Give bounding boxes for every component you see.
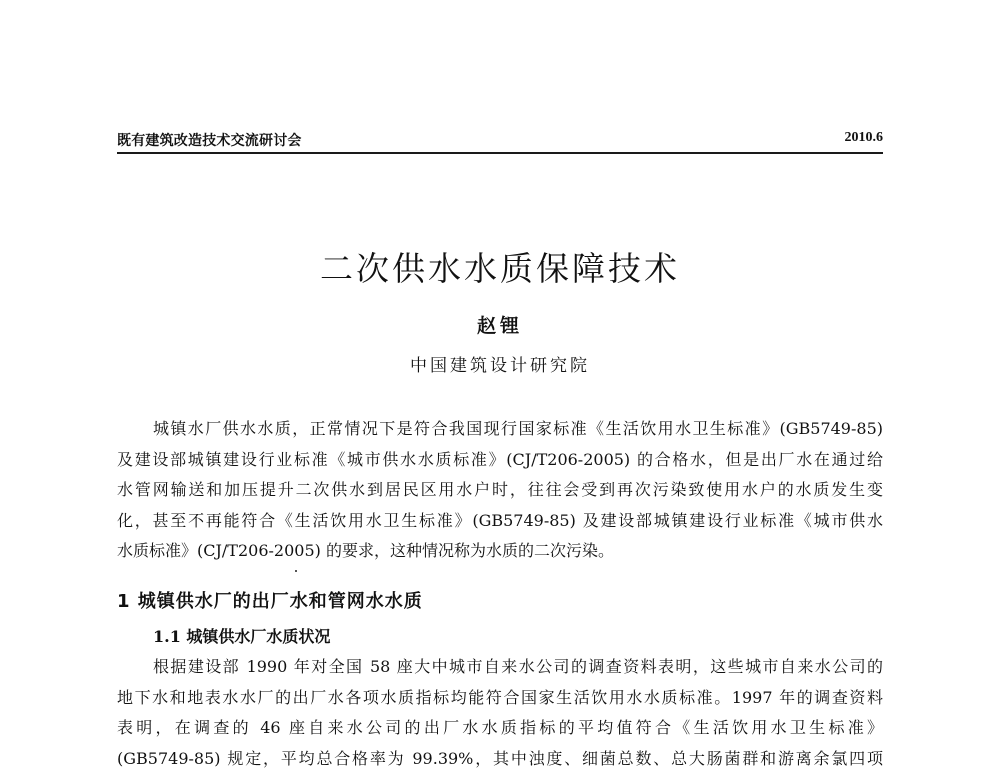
body-paragraph	[117, 652, 883, 774]
author-name: 赵锂	[0, 311, 1000, 338]
paragraph-line: 及建设部城镇建设行业标准《城市供水水质标准》(CJ/T206-2005) 的合格水，但是出厂水在通过给	[117, 445, 883, 476]
running-header	[117, 128, 883, 154]
paragraph-line: 根据建设部 1990 年对全国 58 座大中城市自来水公司的调查资料表明，这些城市自来水公司的	[117, 652, 883, 683]
paragraph-line: 地下水和地表水水厂的出厂水各项水质指标均能符合国家生活饮用水水质标准。1997 年的调查资料	[117, 683, 883, 714]
paragraph-line: 城镇水厂供水水质，正常情况下是符合我国现行国家标准《生活饮用水卫生标准》(GB5749-85)	[117, 414, 883, 445]
paragraph-line: (GB5749-85) 规定，平均总合格率为 99.39%，其中浊度、细菌总数、总大肠菌群和游离余氯四项	[117, 744, 883, 774]
paragraph-line: 化，甚至不再能符合《生活饮用水卫生标准》(GB5749-85) 及建设部城镇建设行业标准《城市供水	[117, 506, 883, 537]
abstract-paragraph	[117, 414, 883, 567]
paragraph-line: 水管网输送和加压提升二次供水到居民区用水户时，往往会受到再次污染致使用水户的水质发生变	[117, 475, 883, 506]
subsection-heading: 1.1 城镇供水厂水质状况	[153, 624, 330, 647]
article-title: 二次供水水质保障技术	[0, 243, 1000, 290]
paragraph-line: 表明，在调查的 46 座自来水公司的出厂水水质指标的平均值符合《生活饮用水卫生标准》	[117, 713, 883, 744]
author-affiliation: 中国建筑设计研究院	[0, 351, 1000, 376]
scan-artifact	[295, 570, 297, 572]
paragraph-line: 水质标准》(CJ/T206-2005) 的要求，这种情况称为水质的二次污染。	[117, 536, 883, 567]
conference-name: 既有建筑改造技术交流研讨会	[117, 130, 302, 150]
publication-date: 2010.6	[845, 130, 884, 146]
section-heading: 1 城镇供水厂的出厂水和管网水水质	[117, 587, 423, 613]
